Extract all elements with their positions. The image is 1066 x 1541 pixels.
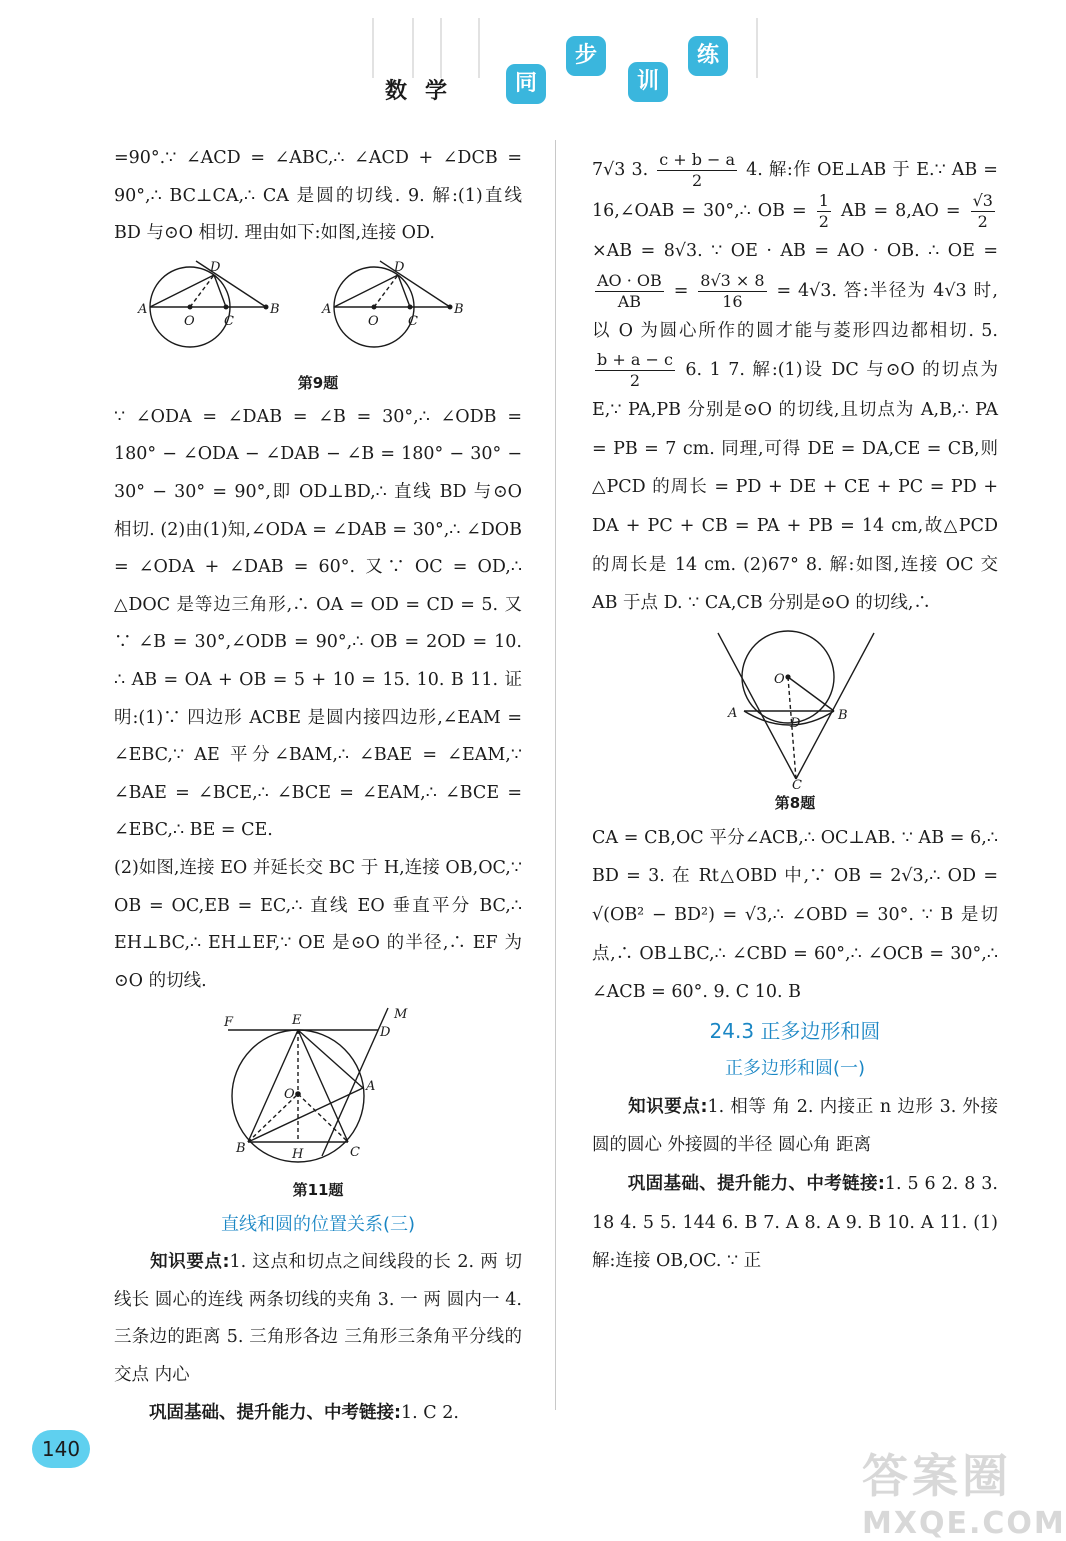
fig11-label-a: A [366, 1079, 376, 1095]
fraction-6: $\frac{b + a - c}{2}$ [597, 350, 673, 391]
watermark [862, 1440, 1066, 1541]
badge-bu: 步 [566, 36, 606, 76]
fig8-label-d: D [790, 715, 801, 731]
fraction-4: $\frac{AO \cdot OB}{AB}$ [597, 270, 662, 311]
fraction-2: $\frac{1}{2}$ [818, 191, 829, 231]
right-knowledge-points [592, 1088, 998, 1165]
left-knowledge-label: 知识要点: [150, 1252, 230, 1273]
fig9-label-d2: D [394, 259, 405, 275]
left-knowledge-points [114, 1244, 522, 1394]
fig9-label-o: O [184, 313, 195, 329]
right-knowledge-text: 1. 相等 角 2. 内接正 n 边形 3. 外接圆的圆心 外接圆的半径 圆心角 距离 [592, 1096, 999, 1156]
fig11-label-o: O [284, 1087, 295, 1103]
fig9-label-d: D [210, 259, 221, 275]
figure-9-caption: 第9题 [297, 373, 339, 392]
right-paragraph-1 [592, 150, 998, 623]
fig9-label-o2: O [368, 313, 379, 329]
subject-title: 数学 [385, 79, 466, 104]
figure-11 [218, 1006, 418, 1176]
r-text-a: 7√3 3. [592, 160, 649, 180]
badge-lian: 练 [688, 36, 728, 76]
fig11-label-b: B [236, 1141, 246, 1157]
fig9-label-a2: A [322, 301, 332, 317]
right-column [592, 150, 998, 1281]
fig11-label-m: M [394, 1007, 408, 1023]
fig8-label-c: C [792, 777, 802, 793]
left-paragraph-2: ∵ ∠ODA = ∠DAB = ∠B = 30°,∴ ∠ODB = 180° − ∠ODA − ∠DAB − ∠B = 180° − 30° − 30° − 30° = 90°,即 OD⊥BD,∴ 直线 BD 与⊙O 相切. (2)由(1)知,∠ODA = ∠DAB = 30°,∴ ∠DOB = ∠ODA + ∠DAB = 60°. 又∵ OC = OD,∴ △DOC 是等边三角形,∴ OA = OD = CD = 5. 又∵ ∠B = 30°,∠ODB = 90°,∴ OB = 2OD = 10. ∴ AB = OA + OB = 5 + 10 = 15. 10. B 11. 证明:(1)∵ 四边形 ACBE 是圆内接四边形,∠EAM = ∠EBC,∵ AE 平分∠BAM,∴ ∠BAE = ∠EAM,∵ ∠BAE = ∠BCE,∴ ∠BCE = ∠EAM,∴ ∠BCE = ∠EBC,∴ BE = CE. [114, 406, 522, 841]
figure-8 [710, 629, 880, 793]
fraction-3: $\frac{√3}{2}$ [972, 191, 993, 231]
figure-11-caption: 第11题 [292, 1181, 344, 1200]
right-exercise-answers [592, 1165, 998, 1281]
fig9-label-b: B [270, 301, 280, 317]
watermark-line-2: MXQE.COM [862, 1506, 1066, 1541]
fig9-label-b2: B [454, 301, 464, 317]
left-paragraph-1: =90°.∵ ∠ACD = ∠ABC,∴ ∠ACD + ∠DCB = 90°,∴ BC⊥CA,∴ CA 是圆的切线. 9. 解:(1)直线 BD 与⊙O 相切. 理由如下:如图,连接 OD. [114, 148, 522, 244]
r-text-g: 6. 1 7. 解:(1)设 DC 与⊙O 的切点为 E,∵ PA,PB 分别是⊙O 的切线,且切点为 A,B,∴ PA = PB = 7 cm. 同理,可得 DE = DA,CE = CB,则△PCD 的周长 = PD + DE + CE + PC = PD + DA + PC + CB = PA + PB = 14 cm,故△PCD 的周长是 14 cm. (2)67° 8. 解:如图,连接 OC 交 AB 于点 D. ∵ CA,CB 分别是⊙O 的切线,∴ [592, 360, 998, 614]
left-knowledge-text: 1. 这点和切点之间线段的长 2. 两 切线长 圆心的连线 两条切线的夹角 3. 一 两 圆内一 4. 三条边的距离 5. 三角形各边 三角形三条角平分线的交点 内心 [114, 1252, 523, 1386]
badge-tong: 同 [506, 64, 546, 104]
fraction-5: $\frac{8√3 \times 8}{16}$ [700, 270, 765, 311]
fraction-1: $\frac{c + b - a}{2}$ [659, 150, 736, 190]
fig11-label-c: C [350, 1145, 360, 1161]
right-paragraph-2: CA = CB,OC 平分∠ACB,∴ OC⊥AB. ∵ AB = 6,∴ BD = 3. 在 Rt△OBD 中,∵ OB = 2√3,∴ OD = √(OB² − BD²) = √3,∴ ∠OBD = 30°. ∵ B 是切点,∴ OB⊥BC,∴ ∠CBD = 60°,∴ ∠OCB = 30°,∴ ∠ACB = 60°. 9. C 10. B [592, 827, 998, 1003]
figure-8-caption: 第8题 [774, 793, 816, 812]
right-exercise-label: 巩固基础、提升能力、中考链接: [627, 1173, 885, 1194]
left-column [114, 140, 522, 1432]
figure-9 [138, 259, 498, 369]
r-text-f: = 4√3. 答:半径为 4√3 时,以 O 为圆心所作的圆才能与菱形四边都相切. 5. [592, 280, 998, 341]
r-text-c: AB = 8,AO = [840, 201, 961, 221]
left-exercise-text: 1. C 2. [401, 1402, 459, 1423]
page-header [0, 0, 1042, 120]
fig11-label-e: E [292, 1013, 302, 1029]
page-number: 140 [32, 1430, 90, 1468]
watermark-line-1: 答案圈 [862, 1449, 1012, 1503]
fig11-label-f: F [224, 1015, 234, 1031]
fig11-label-d: D [380, 1025, 391, 1041]
right-section-main: 24.3 正多边形和圆 [709, 1018, 881, 1043]
r-text-e: = [673, 280, 689, 301]
right-section-sub: 正多边形和圆(一) [724, 1057, 866, 1079]
column-divider [555, 140, 556, 1410]
fig9-label-a: A [138, 301, 148, 317]
fig11-label-h: H [292, 1147, 304, 1163]
fig8-label-b: B [838, 707, 848, 723]
left-exercise-answers [114, 1395, 522, 1433]
left-paragraph-3: (2)如图,连接 EO 并延长交 BC 于 H,连接 OB,OC,∵ OB = OC,EB = EC,∴ 直线 EO 垂直平分 BC,∴ EH⊥BC,∴ EH⊥EF,∵ OE 是⊙O 的半径,∴ EF 为⊙O 的切线. [114, 857, 522, 991]
left-section-title: 直线和圆的位置关系(三) [220, 1214, 416, 1236]
fig9-label-c2: C [408, 313, 418, 329]
right-knowledge-label: 知识要点: [628, 1096, 708, 1117]
left-exercise-label: 巩固基础、提升能力、中考链接: [149, 1402, 401, 1423]
badge-xun: 训 [628, 62, 668, 102]
right-exercise-text: 1. 5 6 2. 8 3. 18 4. 5 5. 144 6. B 7. A 8. A 9. B 10. A 11. (1)解:连接 OB,OC. ∵ 正 [592, 1173, 998, 1272]
fig9-label-c: C [224, 313, 234, 329]
fig8-label-a: A [728, 705, 738, 721]
fig8-label-o: O [774, 671, 785, 687]
r-text-d: ×AB = 8√3. ∵ OE · AB = AO · OB. ∴ OE = [592, 241, 998, 261]
r-text-b: 4. 解:作 OE⊥AB 于 E.∵ AB = 16,∠OAB = 30°,∴ OB = [592, 160, 998, 221]
